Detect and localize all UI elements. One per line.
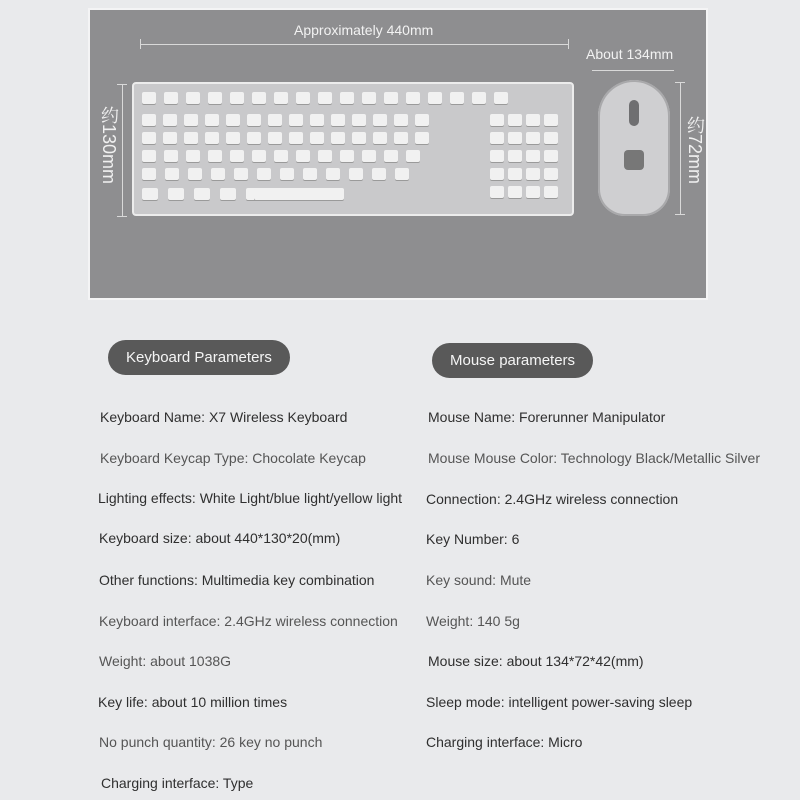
keycap	[415, 132, 429, 144]
keycap	[274, 150, 288, 162]
mouse-height-label: 约72mm	[685, 116, 705, 185]
width-dimension-tick-left	[140, 39, 141, 49]
keycap	[472, 92, 486, 104]
keycap	[142, 92, 156, 104]
keycap	[310, 132, 324, 144]
numpad-keycap	[490, 186, 504, 198]
width-dimension-tick-right	[568, 39, 569, 49]
keycap	[208, 150, 222, 162]
numpad-keycap	[544, 186, 558, 198]
keycap	[340, 92, 354, 104]
kb-spec-key-life: Key life: about 10 million times	[98, 694, 288, 710]
numpad-keycap	[526, 150, 540, 162]
keycap	[164, 92, 178, 104]
keycap	[303, 168, 317, 180]
keyboard-keys	[134, 84, 572, 214]
mouse-spec-connection: Connection: 2.4GHz wireless connection	[426, 491, 679, 507]
keycap	[142, 168, 156, 180]
keycap	[184, 114, 198, 126]
numpad-keycap	[508, 150, 522, 162]
keycap	[274, 92, 288, 104]
width-dimension-line	[140, 44, 568, 45]
kb-spec-keycap: Keyboard Keycap Type: Chocolate Keycap	[100, 450, 366, 466]
keycap	[318, 150, 332, 162]
keycap	[373, 114, 387, 126]
keycap	[352, 132, 366, 144]
kb-spec-name: Keyboard Name: X7 Wireless Keyboard	[100, 409, 348, 425]
numpad-keycap	[508, 132, 522, 144]
keycap	[164, 150, 178, 162]
mouse-width-label: About 134mm	[586, 46, 674, 62]
keycap	[268, 114, 282, 126]
keycap	[340, 150, 354, 162]
keycap	[331, 132, 345, 144]
keyboard-height-tick-top	[117, 84, 127, 85]
numpad-keycap	[544, 150, 558, 162]
mouse-spec-size: Mouse size: about 134*72*42(mm)	[428, 653, 644, 669]
keycap	[186, 150, 200, 162]
keycap	[186, 92, 200, 104]
keycap	[142, 150, 156, 162]
kb-spec-functions: Other functions: Multimedia key combination	[99, 572, 375, 588]
keycap	[252, 92, 266, 104]
keycap	[208, 92, 222, 104]
keycap	[331, 114, 345, 126]
keycap	[205, 132, 219, 144]
numpad-keycap	[490, 114, 504, 126]
spacebar-keycap	[254, 188, 344, 200]
mouse-spec-key-sound: Key sound: Mute	[426, 572, 532, 588]
keycap	[372, 168, 386, 180]
keyboard-height-tick-bottom	[117, 216, 127, 217]
numpad-keycap	[544, 168, 558, 180]
keyboard-height-label: 约130mm	[99, 106, 119, 185]
numpad-keycap	[490, 150, 504, 162]
mouse-parameters-title: Mouse parameters	[432, 343, 593, 378]
keycap	[450, 92, 464, 104]
numpad-keycap	[544, 132, 558, 144]
keycap	[257, 168, 271, 180]
keycap	[394, 132, 408, 144]
keycap	[165, 168, 179, 180]
keyboard-parameters-title: Keyboard Parameters	[108, 340, 290, 375]
keycap	[142, 188, 158, 200]
keycap	[247, 114, 261, 126]
keycap	[168, 188, 184, 200]
keycap	[226, 132, 240, 144]
keycap	[230, 150, 244, 162]
mouse-spec-sleep: Sleep mode: intelligent power-saving sleep	[426, 694, 693, 710]
keycap	[415, 114, 429, 126]
mouse-spec-color: Mouse Mouse Color: Technology Black/Metallic Silver	[428, 450, 760, 466]
mouse-logo-icon	[624, 150, 644, 170]
keycap	[289, 132, 303, 144]
kb-spec-interface: Keyboard interface: 2.4GHz wireless connection	[99, 613, 398, 629]
kb-spec-weight: Weight: about 1038G	[99, 653, 232, 669]
keycap	[362, 150, 376, 162]
numpad-keycap	[526, 114, 540, 126]
product-image-panel	[88, 8, 708, 300]
mouse-width-dimension-line	[592, 70, 674, 71]
keycap	[230, 92, 244, 104]
keycap	[163, 132, 177, 144]
keycap	[362, 92, 376, 104]
keycap	[142, 132, 156, 144]
kb-spec-lighting: Lighting effects: White Light/blue light/yellow light	[98, 490, 403, 506]
keycap	[349, 168, 363, 180]
keycap	[352, 114, 366, 126]
keycap	[384, 150, 398, 162]
keycap	[234, 168, 248, 180]
keycap	[220, 188, 236, 200]
mouse-image	[598, 80, 670, 216]
mouse-height-tick-bottom	[675, 214, 685, 215]
keycap	[205, 114, 219, 126]
keycap	[384, 92, 398, 104]
numpad-keycap	[526, 186, 540, 198]
mouse-wheel-icon	[629, 100, 639, 126]
mouse-height-line	[680, 82, 681, 214]
numpad-keycap	[508, 168, 522, 180]
numpad-keycap	[526, 168, 540, 180]
kb-spec-charging: Charging interface: Type	[101, 775, 254, 791]
keycap	[194, 188, 210, 200]
mouse-spec-weight: Weight: 140 5g	[426, 613, 520, 629]
mouse-height-tick-top	[675, 82, 685, 83]
numpad-keycap	[490, 132, 504, 144]
keycap	[326, 168, 340, 180]
numpad-keycap	[526, 132, 540, 144]
keycap	[296, 92, 310, 104]
keycap	[142, 114, 156, 126]
kb-spec-size: Keyboard size: about 440*130*20(mm)	[99, 530, 341, 546]
keycap	[310, 114, 324, 126]
keyboard-height-line	[122, 84, 123, 216]
keycap	[268, 132, 282, 144]
keyboard-image	[132, 82, 574, 216]
keycap	[289, 114, 303, 126]
keycap	[296, 150, 310, 162]
keycap	[373, 132, 387, 144]
mouse-spec-key-number: Key Number: 6	[426, 531, 520, 547]
keyboard-width-label: Approximately 440mm	[294, 22, 434, 38]
kb-spec-no-punch: No punch quantity: 26 key no punch	[99, 734, 323, 750]
numpad-keycap	[544, 114, 558, 126]
keycap	[318, 92, 332, 104]
keycap	[247, 132, 261, 144]
mouse-spec-charging: Charging interface: Micro	[426, 734, 583, 750]
keycap	[252, 150, 266, 162]
keycap	[211, 168, 225, 180]
keycap	[163, 114, 177, 126]
keycap	[280, 168, 294, 180]
keycap	[428, 92, 442, 104]
keycap	[394, 114, 408, 126]
keycap	[184, 132, 198, 144]
keycap	[406, 92, 420, 104]
keycap	[494, 92, 508, 104]
numpad-keycap	[508, 186, 522, 198]
numpad-keycap	[508, 114, 522, 126]
numpad-keycap	[490, 168, 504, 180]
mouse-spec-name: Mouse Name: Forerunner Manipulator	[428, 409, 666, 425]
keycap	[406, 150, 420, 162]
keycap	[226, 114, 240, 126]
keycap	[395, 168, 409, 180]
keycap	[188, 168, 202, 180]
